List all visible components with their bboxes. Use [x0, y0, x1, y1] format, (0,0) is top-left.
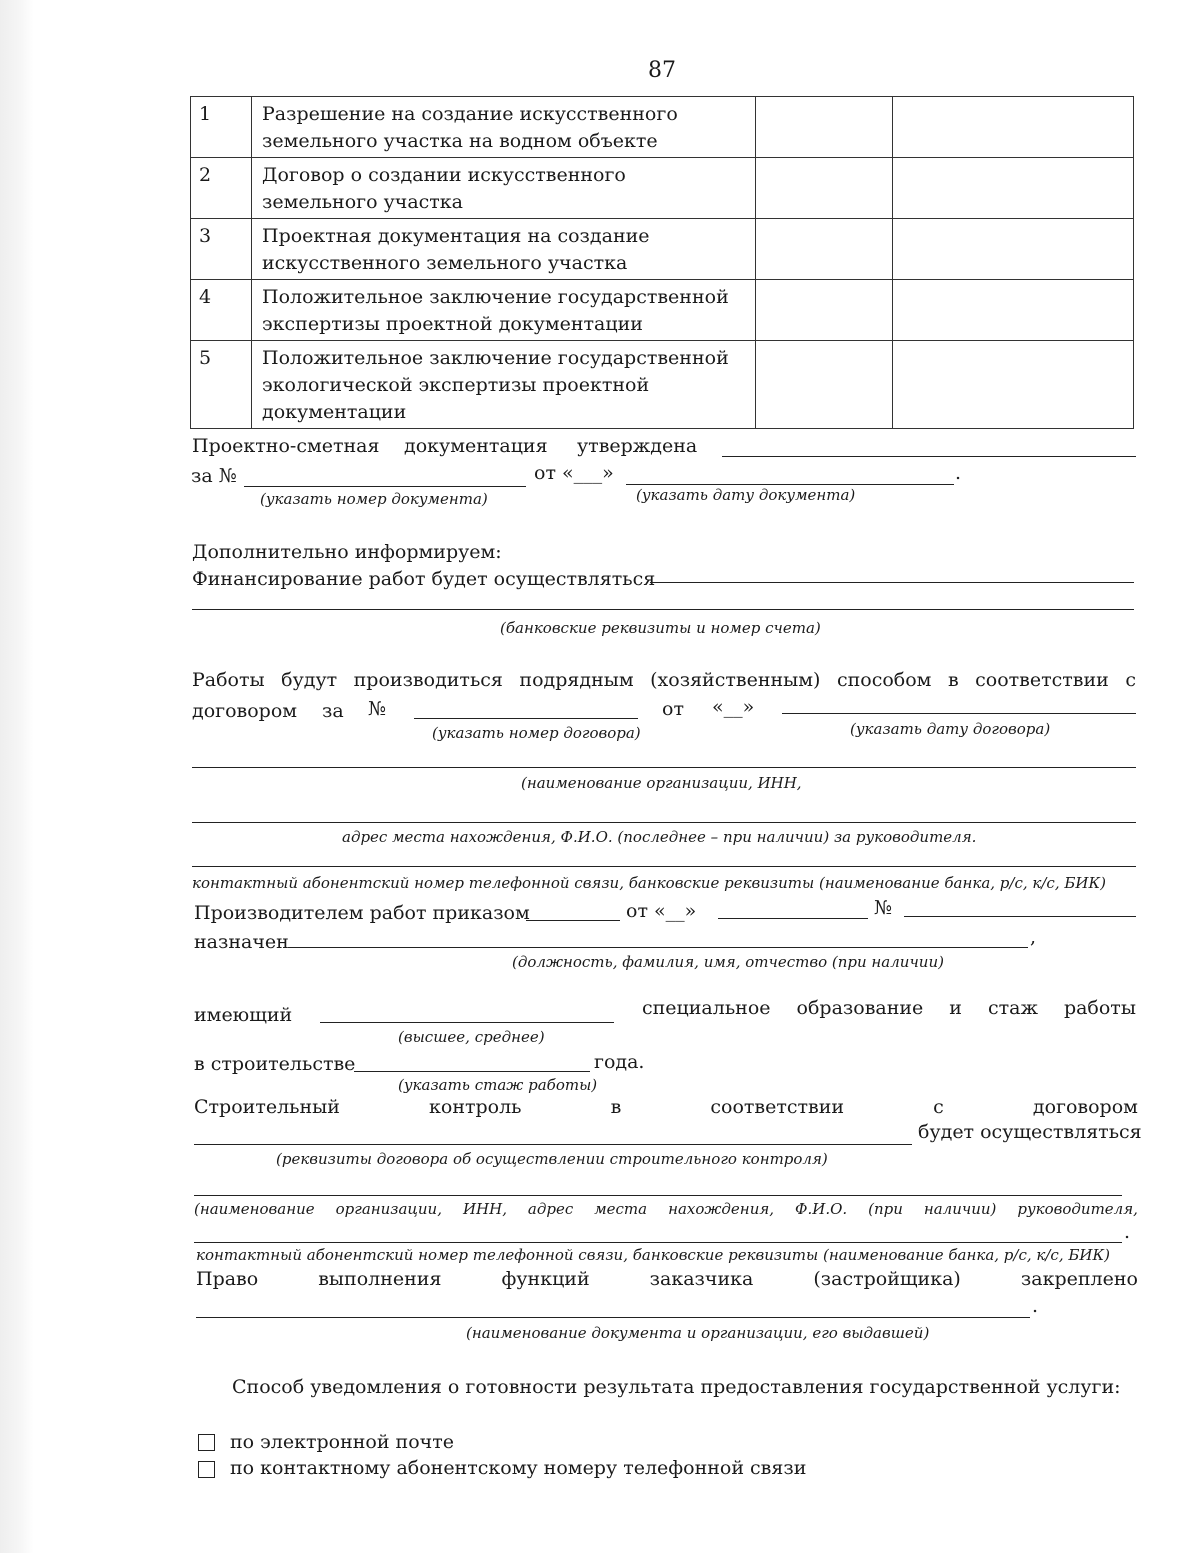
customer-document-field[interactable] [196, 1317, 1030, 1318]
hint-customer-document: (наименование документа и организации, его выдавшей) [466, 1324, 930, 1342]
row-number: 3 [191, 219, 252, 280]
producer-ot: от «__» [626, 900, 697, 922]
hint-contract-date: (указать дату договора) [850, 720, 1051, 738]
row-document-name: Договор о создании искусственного земельного участка [252, 158, 756, 219]
control-org-field[interactable] [194, 1195, 1122, 1196]
producer-appointed: назначен [194, 931, 289, 953]
experience-field[interactable] [354, 1071, 590, 1072]
email-checkbox[interactable] [198, 1434, 215, 1451]
hint-organization: (наименование организации, ИНН, [521, 774, 802, 792]
phone-option-label: по контактному абонентскому номеру телефонной связи [230, 1457, 807, 1479]
finance-label: Финансирование работ будет осуществляться [192, 568, 656, 590]
row-empty-cell-1[interactable] [756, 219, 893, 280]
financing-field-line-2[interactable] [192, 609, 1134, 610]
hint-control-contract: (реквизиты договора об осуществлении строительного контроля) [276, 1150, 828, 1168]
scan-edge-shadow [0, 0, 34, 1553]
row-document-name: Разрешение на создание искусственного земельного участка на водном объекте [252, 97, 756, 158]
document-date-field[interactable] [626, 484, 954, 485]
table-row [191, 280, 1134, 341]
email-option-label: по электронной почте [230, 1431, 454, 1453]
control-contract-field[interactable] [194, 1144, 912, 1145]
contractor-address-field[interactable] [192, 822, 1136, 823]
row-empty-cell-2[interactable] [893, 280, 1134, 341]
hint-contacts: контактный абонентский номер телефонной связи, банковские реквизиты (наименование банка, р/с, к/с, БИК) [192, 874, 1106, 892]
psd-word-2: документация [404, 435, 548, 457]
document-number-field[interactable] [244, 486, 526, 487]
hint-bank-details: (банковские реквизиты и номер счета) [500, 619, 821, 637]
row-empty-cell-1[interactable] [756, 341, 893, 429]
works-dogovorom: договором [192, 700, 298, 722]
control-dot: . [1124, 1221, 1131, 1243]
row-number: 1 [191, 97, 252, 158]
row-empty-cell-2[interactable] [893, 97, 1134, 158]
psd-za-no-label: за № [191, 465, 237, 487]
hint-document-date: (указать дату документа) [636, 486, 856, 504]
row-empty-cell-2[interactable] [893, 219, 1134, 280]
finance-intro: Дополнительно информируем: [192, 541, 502, 563]
order-number-field[interactable] [526, 920, 620, 921]
hint-experience: (указать стаж работы) [398, 1076, 598, 1094]
psd-dot: . [955, 462, 962, 484]
row-document-name: Положительное заключение государственной экологической экспертизы проектной документации [252, 341, 756, 429]
hint-person: (должность, фамилия, имя, отчество (при наличии) [512, 953, 944, 971]
row-number: 4 [191, 280, 252, 341]
control-contacts-field[interactable] [194, 1242, 1122, 1243]
control-line-1: Строительный контроль в соответствии с договором [194, 1096, 1138, 1118]
hint-address: адрес места нахождения, Ф.И.О. (последнее – при наличии) за руководителя. [342, 828, 977, 846]
psd-date-label: от «___» [534, 462, 614, 484]
producer-person-field[interactable] [288, 947, 1028, 948]
hint-contract-number: (указать номер договора) [432, 724, 641, 742]
hint-control-contacts: контактный абонентский номер телефонной связи, банковские реквизиты (наименование банка, р/с, к/с, БИК) [196, 1246, 1110, 1264]
page-number: 87 [648, 58, 676, 83]
contractor-org-field[interactable] [192, 767, 1136, 768]
works-ot: от [662, 698, 684, 720]
customer-line: Право выполнения функций заказчика (застройщика) закреплено [196, 1268, 1138, 1290]
psd-word-3: утверждена [577, 435, 698, 457]
table-row [191, 158, 1134, 219]
producer-no: № [874, 897, 892, 919]
order-no-field[interactable] [904, 916, 1136, 917]
years-label: года. [594, 1051, 645, 1073]
works-line-1: Работы будут производиться подрядным (хозяйственным) способом в соответствии с [192, 669, 1136, 691]
row-empty-cell-1[interactable] [756, 97, 893, 158]
notify-title: Способ уведомления о готовности результата предоставления государственной услуги: [232, 1376, 1121, 1398]
producer-label: Производителем работ приказом [194, 902, 530, 924]
producer-comma: , [1030, 926, 1037, 948]
education-text: специальное образование и стаж работы [642, 997, 1136, 1019]
row-empty-cell-1[interactable] [756, 158, 893, 219]
documents-table [190, 96, 1134, 429]
row-empty-cell-2[interactable] [893, 341, 1134, 429]
table-row [191, 341, 1134, 429]
works-no: № [368, 698, 386, 720]
contract-date-field[interactable] [782, 713, 1136, 714]
hint-control-org: (наименование организации, ИНН, адрес места нахождения, Ф.И.О. (при наличии) руководителя, [194, 1200, 1138, 1218]
hint-education: (высшее, среднее) [398, 1028, 545, 1046]
control-will-be: будет осуществляться [918, 1121, 1142, 1143]
approved-by-field[interactable] [722, 456, 1136, 457]
row-number: 2 [191, 158, 252, 219]
row-empty-cell-1[interactable] [756, 280, 893, 341]
row-empty-cell-2[interactable] [893, 158, 1134, 219]
row-document-name: Положительное заключение государственной экспертизы проектной документации [252, 280, 756, 341]
in-construction-label: в строительстве [194, 1053, 356, 1075]
order-date-field[interactable] [718, 918, 868, 919]
works-date: «__» [712, 696, 755, 718]
financing-field[interactable] [650, 582, 1134, 583]
contractor-contacts-field[interactable] [192, 866, 1136, 867]
works-za: за [322, 700, 344, 722]
having-label: имеющий [194, 1004, 293, 1026]
contract-number-field[interactable] [414, 718, 638, 719]
row-document-name: Проектная документация на создание искусственного земельного участка [252, 219, 756, 280]
psd-word-1: Проектно-сметная [192, 435, 380, 457]
table-row [191, 97, 1134, 158]
phone-checkbox[interactable] [198, 1461, 215, 1478]
table-row [191, 219, 1134, 280]
hint-document-number: (указать номер документа) [260, 490, 488, 508]
row-number: 5 [191, 341, 252, 429]
education-field[interactable] [320, 1022, 614, 1023]
customer-dot: . [1032, 1295, 1039, 1317]
